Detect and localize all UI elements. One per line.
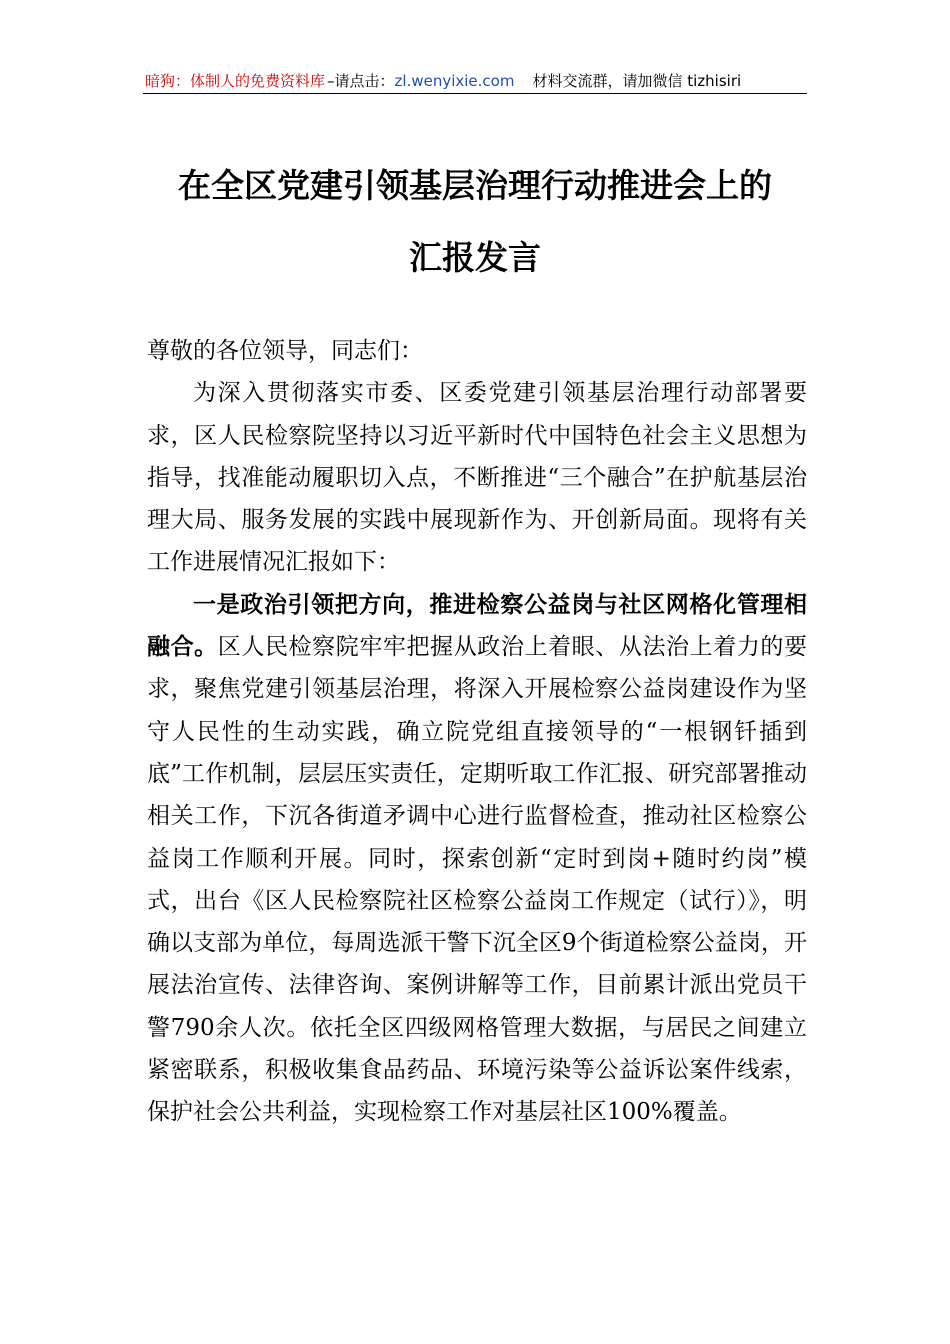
page-header: [145, 70, 807, 92]
section-1-body: 区人民检察院牢牢把握从政治上着眼、从法治上着力的要求，聚焦党建引领基层治理，将深入开展检察公益岗建设作为坚守人民性的生动实践，确立院党组直接领导的“一根钢钎插到底”工作机制，层层压实责任，定期听取工作汇报、研究部署推动相关工作，下沉各街道矛调中心进行监督检查，推动社区检察公益岗工作顺利开展。同时，探索创新“定时到岗+随时约岗”模式，出台《区人民检察院社区检察公益岗工作规定（试行）》，明确以支部为单位，每周选派干警下沉全区9个街道检察公益岗，开展法治宣传、法律咨询、案例讲解等工作，目前累计派出党员干警790余人次。依托全区四级网格管理大数据，与居民之间建立紧密联系，积极收集食品药品、环境污染等公益诉讼案件线索，保护社会公共利益，实现检察工作对基层社区100%覆盖。: [147, 634, 808, 1126]
header-divider: [143, 93, 807, 94]
title-line-1: 在全区党建引领基层治理行动推进会上的: [178, 166, 772, 205]
header-prompt-text: –请点击：: [327, 72, 395, 90]
intro-paragraph: 为深入贯彻落实市委、区委党建引领基层治理行动部署要求，区人民检察院坚持以习近平新时代中国特色社会主义思想为指导，找准能动履职切入点，不断推进“三个融合”在护航基层治理大局、服务发展的实践中展现新作为、开创新局面。现将有关工作进展情况汇报如下：: [147, 380, 807, 576]
salutation: 尊敬的各位领导，同志们：: [147, 338, 423, 364]
title-line-2: 汇报发言: [409, 238, 541, 277]
section-1-paragraph: [147, 584, 807, 1134]
header-brand-text: 暗狗：体制人的免费资料库: [145, 72, 326, 90]
section-1-heading: 一是政治引领把方向，推进检察公益岗与社区网格化管理相融合。: [147, 590, 807, 661]
header-group-text: 材料交流群，请加微信 tizhisiri: [532, 72, 742, 90]
document-title: [143, 150, 807, 294]
header-link[interactable]: zl.wenyixie.com: [394, 72, 515, 90]
document-body: [147, 330, 807, 1134]
